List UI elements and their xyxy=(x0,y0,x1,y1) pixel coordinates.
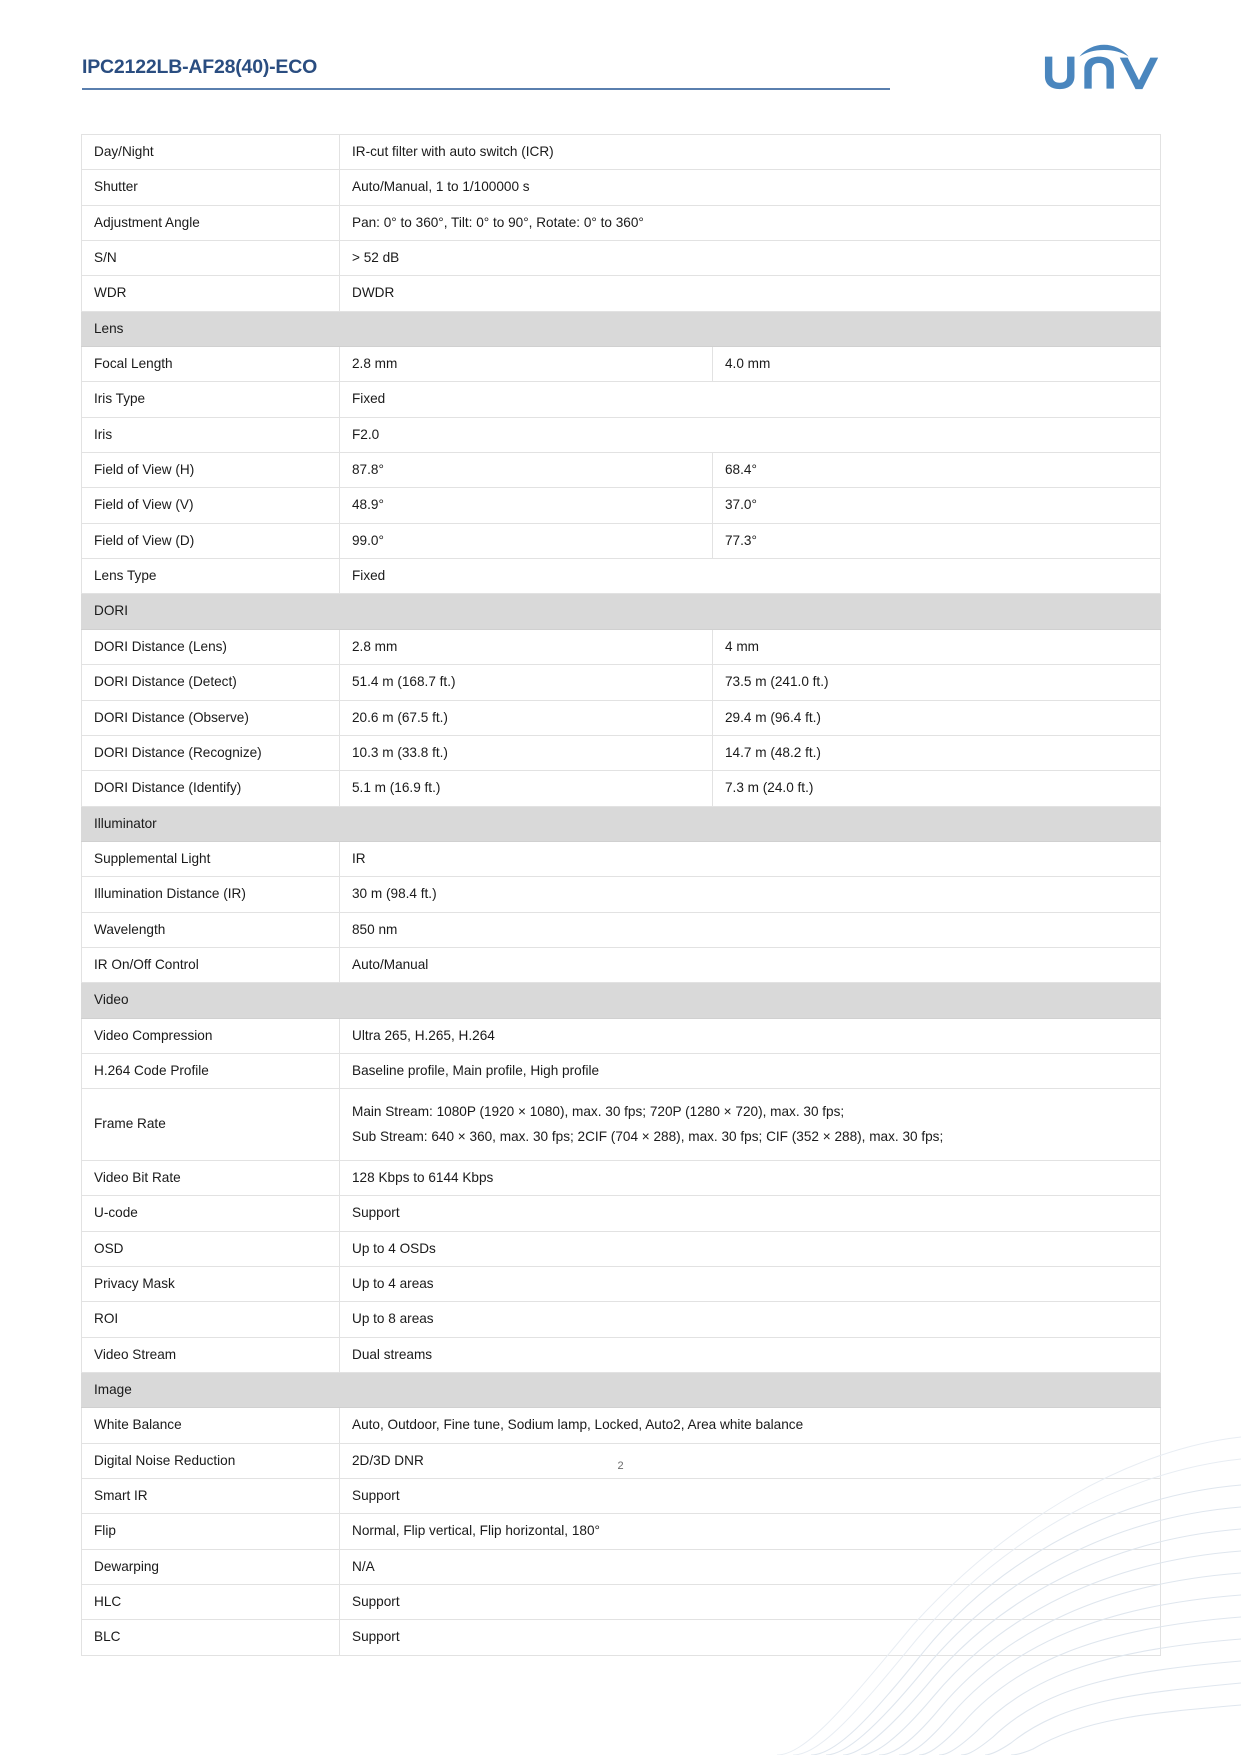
section-title: DORI xyxy=(82,594,1161,629)
unv-logo xyxy=(1041,36,1169,92)
spec-label: Field of View (V) xyxy=(82,488,340,523)
table-row xyxy=(82,276,1161,311)
table-row xyxy=(82,488,1161,523)
spec-value-variant-1: 20.6 m (67.5 ft.) xyxy=(340,700,713,735)
spec-value-variant-2: 73.5 m (241.0 ft.) xyxy=(713,665,1161,700)
table-row xyxy=(82,1302,1161,1337)
spec-value: Pan: 0° to 360°, Tilt: 0° to 90°, Rotate: 0° to 360° xyxy=(340,205,1161,240)
spec-value-variant-2: 29.4 m (96.4 ft.) xyxy=(713,700,1161,735)
spec-value: Support xyxy=(340,1620,1161,1655)
spec-value: Baseline profile, Main profile, High profile xyxy=(340,1053,1161,1088)
header-divider xyxy=(82,88,890,90)
spec-value: Support xyxy=(340,1196,1161,1231)
section-title: Illuminator xyxy=(82,806,1161,841)
spec-label: Privacy Mask xyxy=(82,1267,340,1302)
table-row xyxy=(82,841,1161,876)
spec-value: Up to 8 areas xyxy=(340,1302,1161,1337)
section-title: Image xyxy=(82,1373,1161,1408)
spec-label: Iris xyxy=(82,417,340,452)
spec-value: Normal, Flip vertical, Flip horizontal, 180° xyxy=(340,1514,1161,1549)
table-row xyxy=(82,700,1161,735)
spec-label: H.264 Code Profile xyxy=(82,1053,340,1088)
spec-value: Fixed xyxy=(340,382,1161,417)
spec-label: HLC xyxy=(82,1585,340,1620)
spec-label: U-code xyxy=(82,1196,340,1231)
table-row xyxy=(82,629,1161,664)
spec-value: Up to 4 areas xyxy=(340,1267,1161,1302)
spec-label: Focal Length xyxy=(82,347,340,382)
table-row xyxy=(82,735,1161,770)
spec-value: Up to 4 OSDs xyxy=(340,1231,1161,1266)
spec-label: Smart IR xyxy=(82,1479,340,1514)
spec-label: Wavelength xyxy=(82,912,340,947)
page-header xyxy=(0,0,1241,120)
spec-value: 850 nm xyxy=(340,912,1161,947)
spec-value-variant-2: 14.7 m (48.2 ft.) xyxy=(713,735,1161,770)
section-title: Lens xyxy=(82,311,1161,346)
spec-value: Ultra 265, H.265, H.264 xyxy=(340,1018,1161,1053)
spec-value-variant-2: 4 mm xyxy=(713,629,1161,664)
spec-label: Field of View (D) xyxy=(82,523,340,558)
spec-label: Illumination Distance (IR) xyxy=(82,877,340,912)
section-header-row xyxy=(82,311,1161,346)
spec-value: 30 m (98.4 ft.) xyxy=(340,877,1161,912)
spec-label: Digital Noise Reduction xyxy=(82,1443,340,1478)
table-row xyxy=(82,1053,1161,1088)
section-header-row xyxy=(82,594,1161,629)
table-row xyxy=(82,559,1161,594)
spec-value: Fixed xyxy=(340,559,1161,594)
table-row xyxy=(82,771,1161,806)
spec-label: ROI xyxy=(82,1302,340,1337)
table-row xyxy=(82,1196,1161,1231)
table-row xyxy=(82,1089,1161,1161)
spec-label: DORI Distance (Recognize) xyxy=(82,735,340,770)
table-row xyxy=(82,241,1161,276)
spec-value: 2D/3D DNR xyxy=(340,1443,1161,1478)
table-row xyxy=(82,1620,1161,1655)
spec-value-line: Main Stream: 1080P (1920 × 1080), max. 30 fps; 720P (1280 × 720), max. 30 fps; xyxy=(352,1104,845,1120)
spec-value: Auto, Outdoor, Fine tune, Sodium lamp, Locked, Auto2, Area white balance xyxy=(340,1408,1161,1443)
spec-value: 128 Kbps to 6144 Kbps xyxy=(340,1160,1161,1195)
spec-value: IR xyxy=(340,841,1161,876)
table-row xyxy=(82,877,1161,912)
table-row xyxy=(82,453,1161,488)
table-row xyxy=(82,382,1161,417)
spec-label: DORI Distance (Detect) xyxy=(82,665,340,700)
spec-value-variant-2: 4.0 mm xyxy=(713,347,1161,382)
table-row xyxy=(82,912,1161,947)
spec-label: Field of View (H) xyxy=(82,453,340,488)
spec-label: Shutter xyxy=(82,170,340,205)
spec-label: DORI Distance (Lens) xyxy=(82,629,340,664)
table-row xyxy=(82,205,1161,240)
table-row xyxy=(82,1018,1161,1053)
table-row xyxy=(82,665,1161,700)
spec-value: Support xyxy=(340,1479,1161,1514)
spec-value: Auto/Manual xyxy=(340,947,1161,982)
section-title: Video xyxy=(82,983,1161,1018)
section-header-row xyxy=(82,1373,1161,1408)
section-header-row xyxy=(82,983,1161,1018)
table-row xyxy=(82,1408,1161,1443)
spec-label: Flip xyxy=(82,1514,340,1549)
spec-value xyxy=(340,1089,1161,1161)
spec-label: OSD xyxy=(82,1231,340,1266)
spec-value: DWDR xyxy=(340,276,1161,311)
spec-value: > 52 dB xyxy=(340,241,1161,276)
table-row xyxy=(82,1514,1161,1549)
specifications-table-body xyxy=(82,135,1161,1656)
page-number: 2 xyxy=(617,1460,624,1472)
section-header-row xyxy=(82,806,1161,841)
spec-value: N/A xyxy=(340,1549,1161,1584)
spec-value-variant-1: 51.4 m (168.7 ft.) xyxy=(340,665,713,700)
spec-label: Frame Rate xyxy=(82,1089,340,1161)
table-row xyxy=(82,1585,1161,1620)
spec-label: Video Bit Rate xyxy=(82,1160,340,1195)
spec-label: Iris Type xyxy=(82,382,340,417)
spec-label: Day/Night xyxy=(82,135,340,170)
spec-value: IR-cut filter with auto switch (ICR) xyxy=(340,135,1161,170)
spec-label: White Balance xyxy=(82,1408,340,1443)
spec-value-variant-1: 99.0° xyxy=(340,523,713,558)
spec-value: Dual streams xyxy=(340,1337,1161,1372)
spec-label: DORI Distance (Identify) xyxy=(82,771,340,806)
spec-label: WDR xyxy=(82,276,340,311)
spec-value: Auto/Manual, 1 to 1/100000 s xyxy=(340,170,1161,205)
spec-value-variant-1: 87.8° xyxy=(340,453,713,488)
table-row xyxy=(82,135,1161,170)
spec-label: Video Stream xyxy=(82,1337,340,1372)
spec-value: F2.0 xyxy=(340,417,1161,452)
spec-label: DORI Distance (Observe) xyxy=(82,700,340,735)
spec-label: IR On/Off Control xyxy=(82,947,340,982)
table-row xyxy=(82,947,1161,982)
table-row xyxy=(82,417,1161,452)
spec-value-variant-2: 7.3 m (24.0 ft.) xyxy=(713,771,1161,806)
spec-value-variant-1: 48.9° xyxy=(340,488,713,523)
spec-value-variant-1: 2.8 mm xyxy=(340,629,713,664)
spec-label: Supplemental Light xyxy=(82,841,340,876)
spec-value-line: Sub Stream: 640 × 360, max. 30 fps; 2CIF (704 × 288), max. 30 fps; CIF (352 × 288), max. 30 fps; xyxy=(352,1128,944,1144)
spec-value-variant-1: 5.1 m (16.9 ft.) xyxy=(340,771,713,806)
spec-label: Lens Type xyxy=(82,559,340,594)
table-row xyxy=(82,1267,1161,1302)
specifications-table xyxy=(81,134,1161,1656)
page-title: IPC2122LB-AF28(40)-ECO xyxy=(82,56,318,78)
spec-value-variant-2: 68.4° xyxy=(713,453,1161,488)
spec-label: Video Compression xyxy=(82,1018,340,1053)
table-row xyxy=(82,1160,1161,1195)
table-row xyxy=(82,1231,1161,1266)
spec-value-variant-1: 2.8 mm xyxy=(340,347,713,382)
table-row xyxy=(82,523,1161,558)
spec-value-variant-1: 10.3 m (33.8 ft.) xyxy=(340,735,713,770)
spec-value-variant-2: 77.3° xyxy=(713,523,1161,558)
spec-value-variant-2: 37.0° xyxy=(713,488,1161,523)
spec-label: BLC xyxy=(82,1620,340,1655)
table-row xyxy=(82,1337,1161,1372)
table-row xyxy=(82,1479,1161,1514)
spec-label: Adjustment Angle xyxy=(82,205,340,240)
table-row xyxy=(82,170,1161,205)
table-row xyxy=(82,347,1161,382)
table-row xyxy=(82,1549,1161,1584)
spec-value: Support xyxy=(340,1585,1161,1620)
spec-label: Dewarping xyxy=(82,1549,340,1584)
spec-label: S/N xyxy=(82,241,340,276)
